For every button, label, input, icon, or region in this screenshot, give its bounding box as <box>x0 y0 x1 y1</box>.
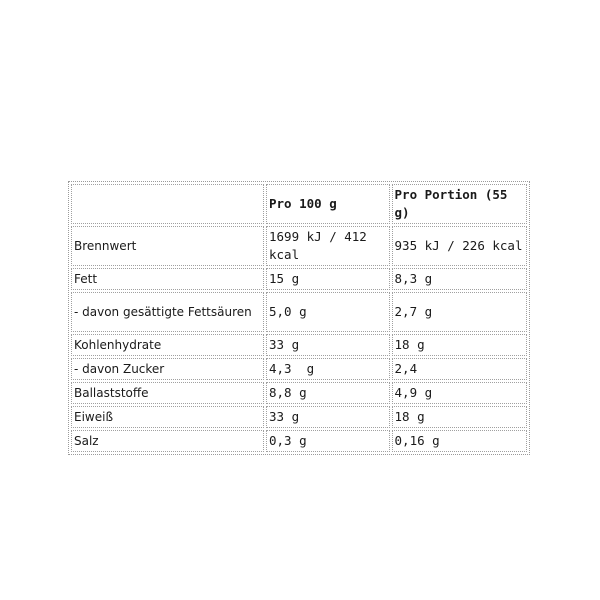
value-per-100g: 8,8 g <box>266 382 390 404</box>
value-per-portion: 4,9 g <box>392 382 527 404</box>
value-per-portion: 18 g <box>392 334 527 356</box>
value-per-100g: 33 g <box>266 334 390 356</box>
table-row <box>71 430 527 452</box>
value-per-100g: 1699 kJ / 412 kcal <box>266 226 390 266</box>
row-label: Kohlenhydrate <box>71 334 264 356</box>
row-label: Brennwert <box>71 226 264 266</box>
value-per-100g: 4,3 g <box>266 358 390 380</box>
table-row <box>71 358 527 380</box>
header-cell-empty <box>71 184 264 224</box>
value-per-100g: 5,0 g <box>266 292 390 332</box>
value-per-portion: 935 kJ / 226 kcal <box>392 226 527 266</box>
header-cell-per-portion: Pro Portion (55 g) <box>392 184 527 224</box>
value-per-100g: 33 g <box>266 406 390 428</box>
table-header-row <box>71 184 527 224</box>
table-row <box>71 268 527 290</box>
row-label: Fett <box>71 268 264 290</box>
value-per-100g: 15 g <box>266 268 390 290</box>
table-row <box>71 292 527 332</box>
table-row <box>71 382 527 404</box>
value-per-portion: 0,16 g <box>392 430 527 452</box>
table-row <box>71 334 527 356</box>
header-cell-per-100g: Pro 100 g <box>266 184 390 224</box>
value-per-portion: 2,7 g <box>392 292 527 332</box>
table-row <box>71 226 527 266</box>
row-label: - davon gesättigte Fettsäuren <box>71 292 264 332</box>
value-per-portion: 2,4 <box>392 358 527 380</box>
row-label: Ballaststoffe <box>71 382 264 404</box>
row-label: Eiweiß <box>71 406 264 428</box>
row-label: Salz <box>71 430 264 452</box>
value-per-portion: 18 g <box>392 406 527 428</box>
nutrition-table <box>68 181 530 455</box>
row-label: - davon Zucker <box>71 358 264 380</box>
table-row <box>71 406 527 428</box>
value-per-100g: 0,3 g <box>266 430 390 452</box>
value-per-portion: 8,3 g <box>392 268 527 290</box>
